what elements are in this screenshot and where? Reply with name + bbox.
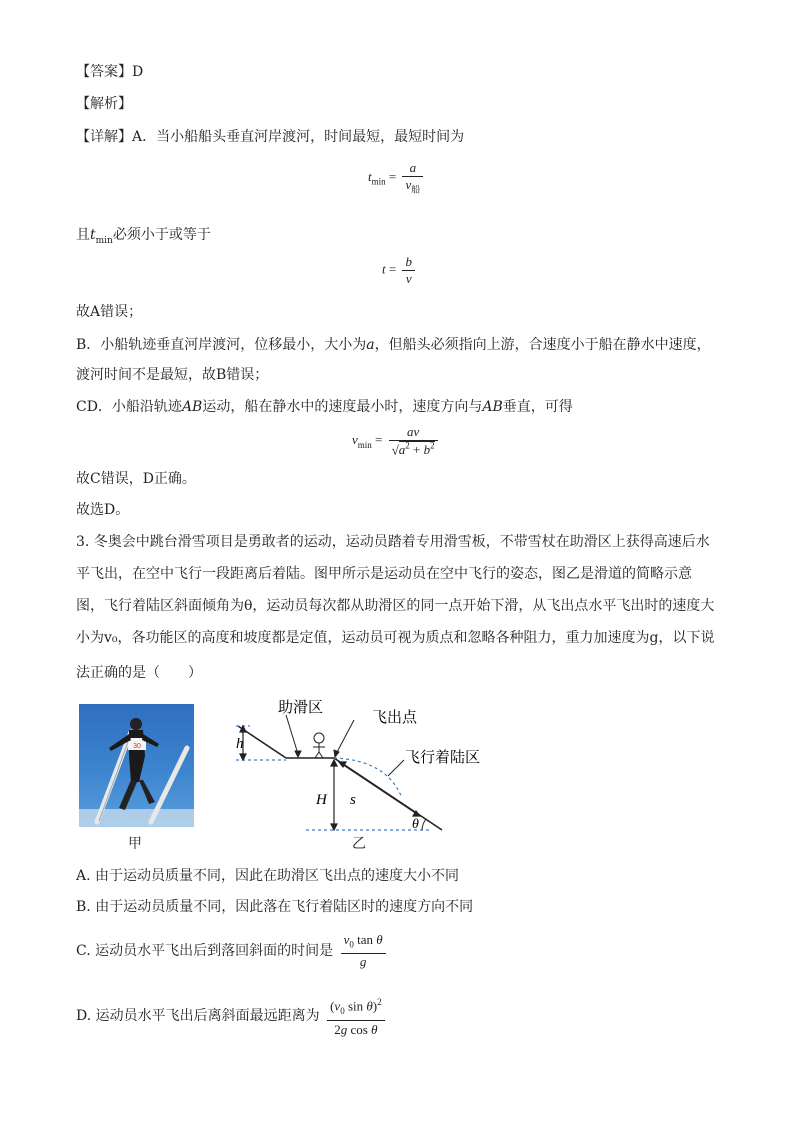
option-a: A. 由于运动员质量不同，因此在助滑区飞出点的速度大小不同 bbox=[76, 868, 460, 884]
f3-den-b: b bbox=[423, 442, 431, 458]
ski-jumper-illustration bbox=[79, 704, 194, 827]
d-den-g: g bbox=[340, 1021, 348, 1037]
cd-mid: 运动，船在静水中的速度最小时，速度方向与 bbox=[202, 399, 483, 415]
d-den-2: 2 bbox=[334, 1021, 341, 1037]
f1-den-sub: 船 bbox=[411, 184, 421, 195]
skier-figure bbox=[310, 733, 328, 758]
choose: 故选D。 bbox=[76, 502, 130, 518]
d-num-theta: θ bbox=[366, 998, 373, 1014]
q3-line5: 法正确的是（ ） bbox=[76, 665, 202, 681]
f1-eq: = bbox=[388, 168, 397, 184]
option-b: B. 由于运动员质量不同，因此落在飞行着陆区时的速度方向不同 bbox=[76, 899, 474, 915]
c-num-theta: θ bbox=[376, 932, 383, 947]
d-num-sub: 0 bbox=[340, 1005, 345, 1016]
f2-num: b bbox=[405, 254, 412, 269]
answer-line: 【答案】D bbox=[76, 64, 144, 80]
formula-vmin bbox=[352, 424, 438, 458]
c-num-v: v bbox=[343, 932, 350, 947]
bib-number: 30 bbox=[133, 743, 141, 750]
b-var: a bbox=[366, 337, 375, 353]
and-post: 必须小于或等于 bbox=[112, 227, 211, 243]
label-takeoff: 飞出点 bbox=[372, 708, 418, 726]
option-d bbox=[76, 993, 385, 1039]
f3-sq2: 2 bbox=[430, 441, 435, 451]
label-landing-zone: 飞行着陆区 bbox=[405, 748, 481, 766]
b-post: ，但船头必须指向上游，合速度小于船在静水中速度， bbox=[374, 337, 711, 353]
f3-plus: + bbox=[409, 442, 424, 458]
f1-den: v bbox=[405, 177, 412, 192]
cd-ab2: AB bbox=[482, 399, 503, 415]
c-num-tan: tan bbox=[353, 932, 377, 947]
f1-fraction bbox=[402, 160, 423, 196]
b-line2: 渡河时间不是最短，故B错误； bbox=[76, 367, 269, 383]
c-wrong: 故C错误，D正确。 bbox=[76, 471, 196, 487]
and-pre: 且 bbox=[76, 227, 90, 243]
option-d-fraction: $\frac{(v_0 \sin \theta)^2}{\text{2g cos θ}}$ bbox=[327, 993, 385, 1039]
label-h: h bbox=[236, 736, 244, 752]
q3-line2: 平飞出，在空中飞行一段距离后着陆。图甲所示是运动员在空中飞行的姿态，图乙是滑道的简略示意 bbox=[76, 566, 692, 582]
b-line1 bbox=[76, 335, 711, 355]
d-num-v: v bbox=[334, 998, 341, 1014]
detail-a: 【详解】A．当小船船头垂直河岸渡河，时间最短，最短时间为 bbox=[76, 129, 465, 145]
f1-num: a bbox=[409, 160, 417, 175]
f3-den: $√a^2 + b^2$ bbox=[389, 440, 438, 458]
f2-eq: = bbox=[388, 261, 397, 277]
label-H: H bbox=[316, 792, 327, 808]
label-run-in: 助滑区 bbox=[278, 698, 324, 716]
d-num-sq: 2 bbox=[377, 997, 382, 1007]
caption-jia: 甲 bbox=[128, 836, 142, 852]
cd-line bbox=[76, 397, 573, 417]
f3-den-a: a bbox=[398, 442, 406, 458]
f3-fraction bbox=[389, 424, 438, 458]
f2-den: v bbox=[402, 270, 415, 287]
a-wrong: 故A错误； bbox=[76, 304, 143, 320]
caption-yi: 乙 bbox=[352, 836, 366, 852]
cd-ab1: AB bbox=[181, 399, 203, 415]
option-c bbox=[76, 932, 386, 970]
label-theta: θ bbox=[412, 817, 419, 832]
and-var: t bbox=[90, 227, 96, 243]
q3-line1: 3. 冬奥会中跳台滑雪项目是勇敢者的运动，运动员踏着专用滑雪板，不带雪杖在助滑区上获得高速后水 bbox=[76, 534, 710, 550]
f3-eq: = bbox=[375, 432, 383, 448]
formula-tmin bbox=[368, 160, 423, 196]
d-den-cos: cos bbox=[347, 1021, 372, 1037]
ski-jumper-photo bbox=[79, 704, 194, 827]
f2-lhs: t bbox=[382, 261, 386, 277]
f3-lhs-sub: min bbox=[357, 439, 372, 450]
option-c-text: C. 运动员水平飞出后到落回斜面的时间是 bbox=[76, 942, 334, 959]
cd-pre: CD．小船沿轨迹 bbox=[76, 399, 182, 415]
option-c-fraction bbox=[341, 932, 386, 970]
f3-sq1: 2 bbox=[405, 441, 410, 451]
option-d-text: D. 运动员水平飞出后离斜面最远距离为 bbox=[76, 1007, 320, 1024]
d-den-theta: θ bbox=[371, 1021, 378, 1037]
f3-lhs: v bbox=[352, 432, 358, 448]
and-sub: min bbox=[95, 235, 113, 246]
analysis-title: 【解析】 bbox=[76, 96, 132, 112]
f1-lhs-sub: min bbox=[371, 176, 386, 187]
f3-num: av bbox=[406, 424, 420, 439]
f1-lhs: t bbox=[368, 168, 372, 184]
d-num-sin: sin bbox=[344, 998, 367, 1014]
cd-post: 垂直，可得 bbox=[502, 399, 573, 415]
ski-jump-diagram bbox=[222, 690, 502, 848]
f2-fraction bbox=[402, 254, 415, 287]
label-s: s bbox=[350, 792, 356, 808]
and-line bbox=[76, 225, 211, 251]
c-den: g bbox=[341, 953, 386, 970]
q3-line3: 图，飞行着陆区斜面倾角为θ，运动员每次都从助滑区的同一点开始下滑，从飞出点水平飞出时的速度大 bbox=[76, 598, 715, 614]
b-pre: B．小船轨迹垂直河岸渡河，位移最小，大小为 bbox=[76, 337, 367, 353]
q3-line4: 小为v₀，各功能区的高度和坡度都是定值，运动员可视为质点和忽略各种阻力，重力加速度为g，以下说 bbox=[76, 630, 715, 646]
c-num-sub: 0 bbox=[349, 939, 354, 950]
formula-t bbox=[382, 254, 415, 287]
